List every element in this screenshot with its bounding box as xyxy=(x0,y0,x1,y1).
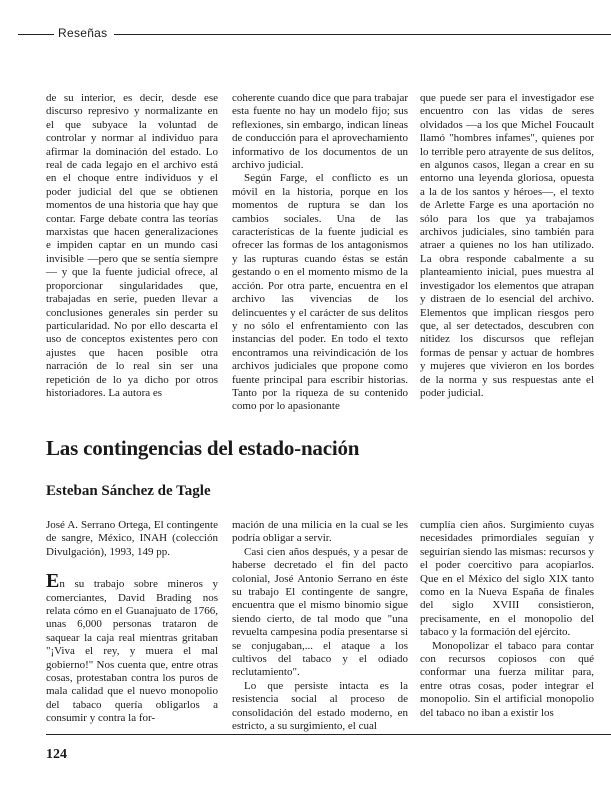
paragraph: mación de una milicia en la cual se les podría obligar a servir. xyxy=(232,519,408,545)
page-number: 124 xyxy=(46,747,67,762)
article2-column-3 xyxy=(420,519,594,720)
footer-rule xyxy=(46,734,611,735)
header-rule-right xyxy=(114,34,611,35)
paragraph: Lo que persiste intacta es la resistencia social al proceso de consolidación del estado moderno, en estricto, a su surgimiento, el cual xyxy=(232,679,408,733)
article-title: Las contingencias del estado-nación xyxy=(46,436,360,460)
header-rule-left xyxy=(18,34,54,35)
paragraph: Monopolizar el tabaco para contar con recursos copiosos con qué conformar una fuerza militar para, entre otras cosas, poder integrar el monopolio. Sin el artificial monopolio del tabaco no iban a existir los xyxy=(420,639,594,719)
article2-column-2 xyxy=(232,519,408,734)
book-reference: José A. Serrano Ortega, El contingente de sangre, México, INAH (colección Divulgación), 1993, 149 pp. xyxy=(46,519,218,558)
paragraph: En su trabajo sobre mineros y comerciantes, David Brading nos relata cómo en el Guanajuato de 1766, unas 6,000 personas trataron de saquear la caja real mientras gritaban "¡Viva el rey, y muera el mal gobierno!" Nos cuenta que, entre otras cosas, protestaban contra los puros de mala calidad que el nuevo monopolio del tabaco quería obligarlos a consumir y contra la for- xyxy=(46,570,218,725)
section-label: Reseñas xyxy=(58,26,108,40)
paragraph: que puede ser para el investigador ese encuentro con las vidas de seres olvidados —a los que Michel Foucault llamó "hombres infames", quienes por lo terrible pero atrayente de sus delitos, en algunos casos, llegan a crear en su entorno una leyenda gloriosa, opuesta a la de los santos y héroes—, el texto de Arlette Farge es una aportación no sólo para los que ya trabajamos archivos judiciales, sino también para atraer a quienes no los han utilizado. La obra responde cabalmente a su planteamiento inicial, pues muestra al investigador los elementos que atrapan y distraen de lo esencial del archivo. Elementos que implican riesgos pero que, al ser detectados, descubren con nitidez los discursos que reflejan formas de pensar y actuar de hombres y mujeres que vivieron en los bordes de la norma y sus respuestas ante el poder judicial. xyxy=(420,92,594,399)
paragraph: cumplía cien años. Surgimiento cuyas necesidades primordiales seguían y seguirían siendo las mismas: recursos y el poder coercitivo para acopiarlos. Que en el México del siglo XIX tanto como en la Nueva España de finales del siglo XVIII consistieron, precisamente, en el monopolio del tabaco y la formación del ejército. xyxy=(420,519,594,639)
paragraph: Según Farge, el conflicto es un móvil en la historia, porque en los momentos de ruptura se dan los cambios sociales. Una de las características de la fuente judicial es ofrecer las formas de los antagonismos y las rupturas cuando éstas se están gestando o en el momento mismo de la acción. Por otra parte, encuentra en el archivo las vivencias de los delincuentes y el carácter de sus delitos y no sólo el enfrentamiento con las instancias del poder. En todo el texto encontramos una reivindicación de los archivos judiciales que propone como fuente principal para escribir historias. Tanto por la riqueza de su contenido como por lo apasionante xyxy=(232,172,408,413)
paragraph: coherente cuando dice que para trabajar esta fuente no hay un modelo fijo; sus reflexiones, sin embargo, indican líneas de conducción para el aprovechamiento informativo de los documentos de un archivo judicial. xyxy=(232,92,408,172)
article1-column-3 xyxy=(420,92,594,400)
paragraph: Casi cien años después, y a pesar de haberse decretado el fin del pacto colonial, José Antonio Serrano en éste su trabajo El contingente de sangre, encuentra que el mismo binomio sigue siendo cierto, de tal modo que "una revuelta campesina podía presentarse si se conjugaban,... el ataque a los cultivos del tabaco y el odiado reclutamiento". xyxy=(232,545,408,679)
article1-column-1 xyxy=(46,92,218,400)
article2-column-1 xyxy=(46,519,218,726)
article-author: Esteban Sánchez de Tagle xyxy=(46,483,211,499)
article1-column-2 xyxy=(232,92,408,414)
paragraph: de su interior, es decir, desde ese discurso represivo y normalizante en el que subyace la voluntad de controlar y normar al individuo para afirmar la dominación del estado. Lo real de cada legajo en el archivo está en el choque entre individuos y el poder judicial del que se obtienen momentos de una historia que hay que contar. Farge debate contra las teorías marxistas que hacen generalizaciones e impiden captar en un mundo casi invisible —pero que se sentía siempre— y que la fuente judicial ofrece, al proporcionar singularidades que, trabajadas en serie, pueden llevar a conclusiones generales sin perder su particularidad. No por ello descarta el uso de conceptos existentes pero con ajustes que hacen posible otra narración de lo real sin ser una repetición de lo ya dicho por otros historiadores. La autora es xyxy=(46,92,218,399)
